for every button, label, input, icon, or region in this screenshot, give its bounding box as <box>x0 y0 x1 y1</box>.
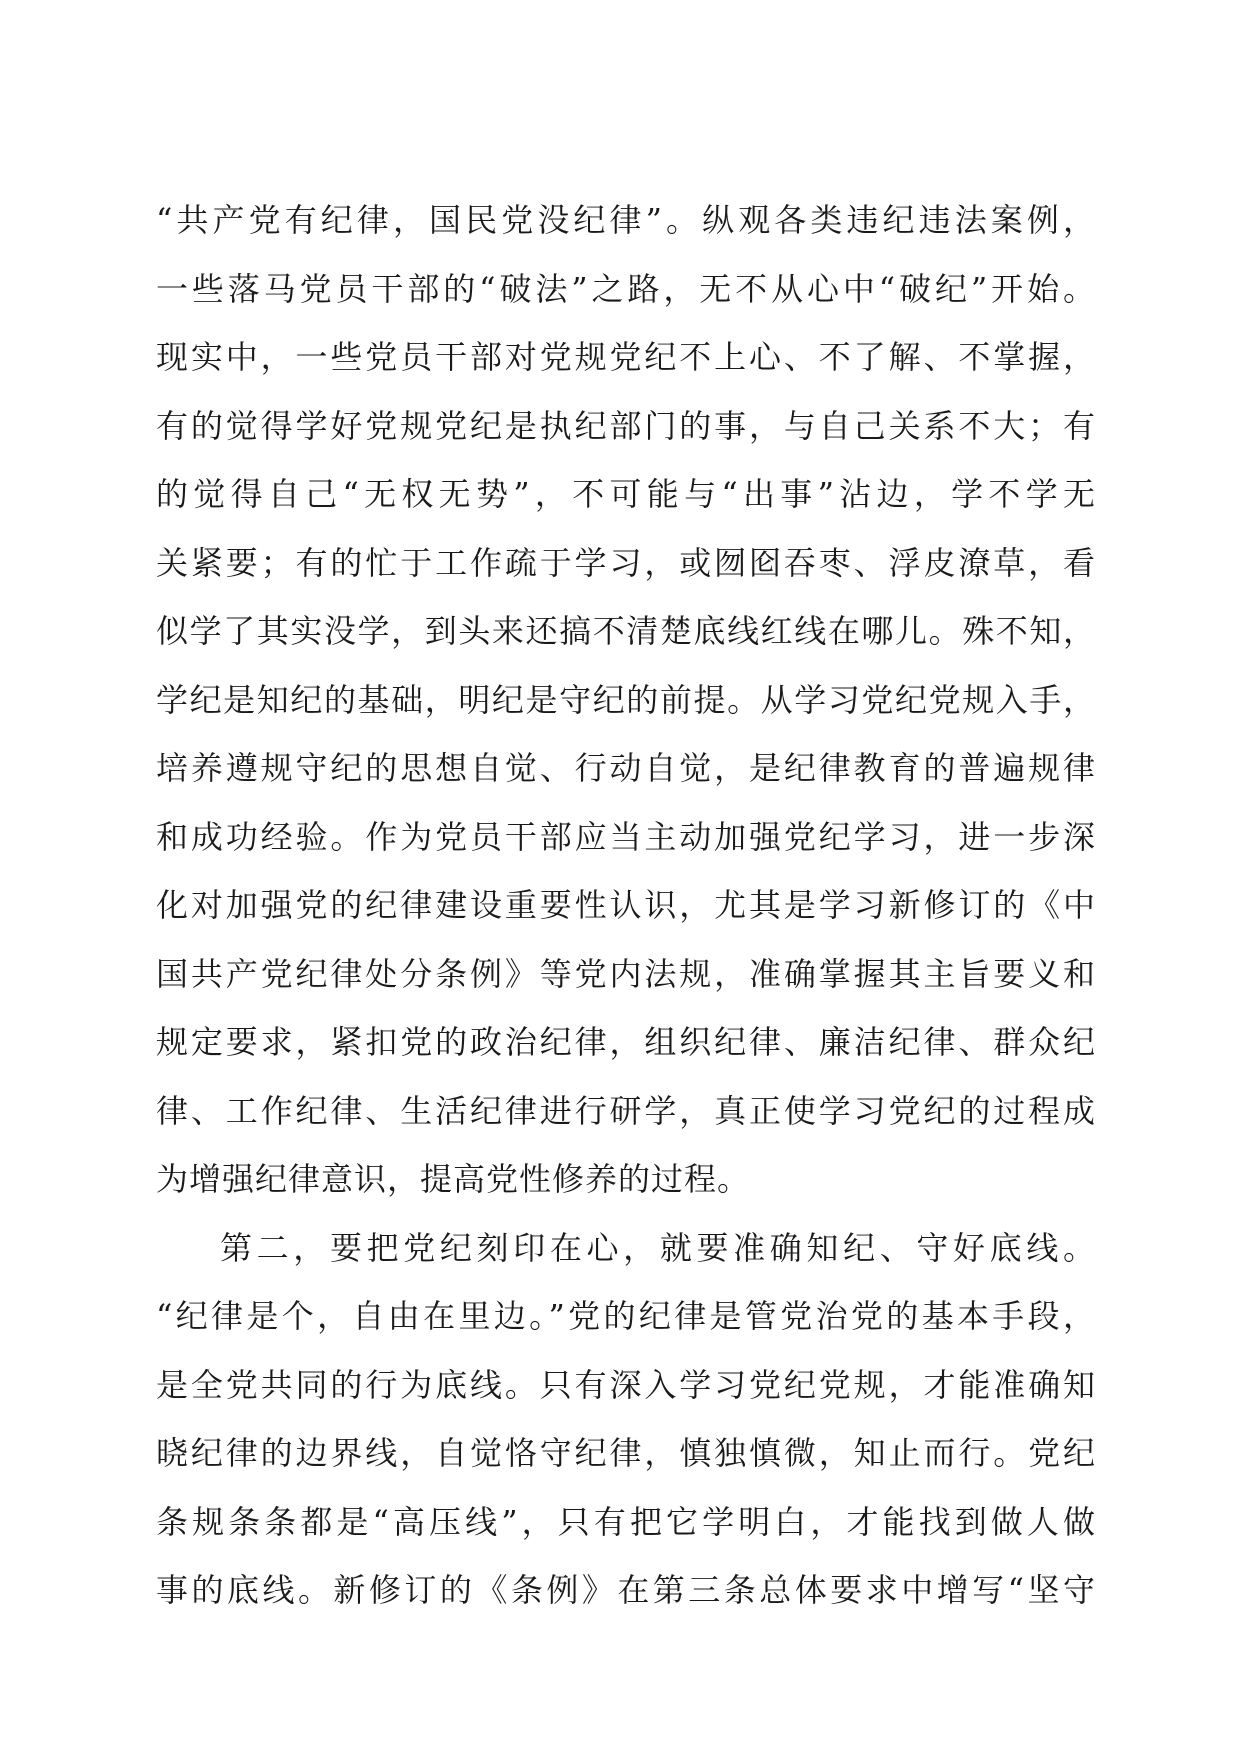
text-line: “共产党有纪律，国民党没纪律”。纵观各类违纪违法案例， <box>156 201 1096 239</box>
text-line: 培养遵规守纪的思想自觉、行动自觉，是纪律教育的普遍规律 <box>156 749 1096 787</box>
text-line: 似学了其实没学，到头来还搞不清楚底线红线在哪儿。殊不知， <box>156 612 1096 650</box>
text-line: “纪律是个，自由在里边。”党的纪律是管党治党的基本手段， <box>156 1297 1096 1335</box>
text-line: 晓纪律的边界线，自觉恪守纪律，慎独慎微，知止而行。党纪 <box>156 1434 1096 1472</box>
text-line: 事的底线。新修订的《条例》在第三条总体要求中增写“坚守 <box>156 1571 1096 1609</box>
text-line: 为增强纪律意识，提高党性修养的过程。 <box>156 1160 751 1198</box>
text-line: 化对加强党的纪律建设重要性认识，尤其是学习新修订的《中 <box>156 886 1096 924</box>
body-text <box>156 186 1096 1625</box>
text-line: 和成功经验。作为党员干部应当主动加强党纪学习，进一步深 <box>156 817 1096 856</box>
text-line: 学纪是知纪的基础，明纪是守纪的前提。从学习党纪党规入手， <box>156 680 1096 719</box>
text-line: 有的觉得学好党规党纪是执纪部门的事，与自己关系不大；有 <box>156 406 1096 445</box>
text-line: 的觉得自己“无权无势”，不可能与“出事”沾边，学不学无 <box>156 475 1096 513</box>
text-line: 律、工作纪律、生活纪律进行研学，真正使学习党纪的过程成 <box>156 1091 1096 1130</box>
text-line: 条规条条都是“高压线”，只有把它学明白，才能找到做人做 <box>156 1502 1096 1541</box>
text-line: 现实中，一些党员干部对党规党纪不上心、不了解、不掌握， <box>156 338 1096 376</box>
text-line: 关紧要；有的忙于工作疏于学习，或囫囵吞枣、浮皮潦草，看 <box>156 543 1096 582</box>
text-line: 是全党共同的行为底线。只有深入学习党纪党规，才能准确知 <box>156 1365 1096 1404</box>
text-line: 国共产党纪律处分条例》等党内法规，准确掌握其主旨要义和 <box>156 954 1096 993</box>
text-line: 一些落马党员干部的“破法”之路，无不从心中“破纪”开始。 <box>156 269 1096 308</box>
paragraph-start-line: 第二，要把党纪刻印在心，就要准确知纪、守好底线。 <box>220 1228 1096 1267</box>
text-line: 规定要求，紧扣党的政治纪律，组织纪律、廉洁纪律、群众纪 <box>156 1023 1096 1061</box>
